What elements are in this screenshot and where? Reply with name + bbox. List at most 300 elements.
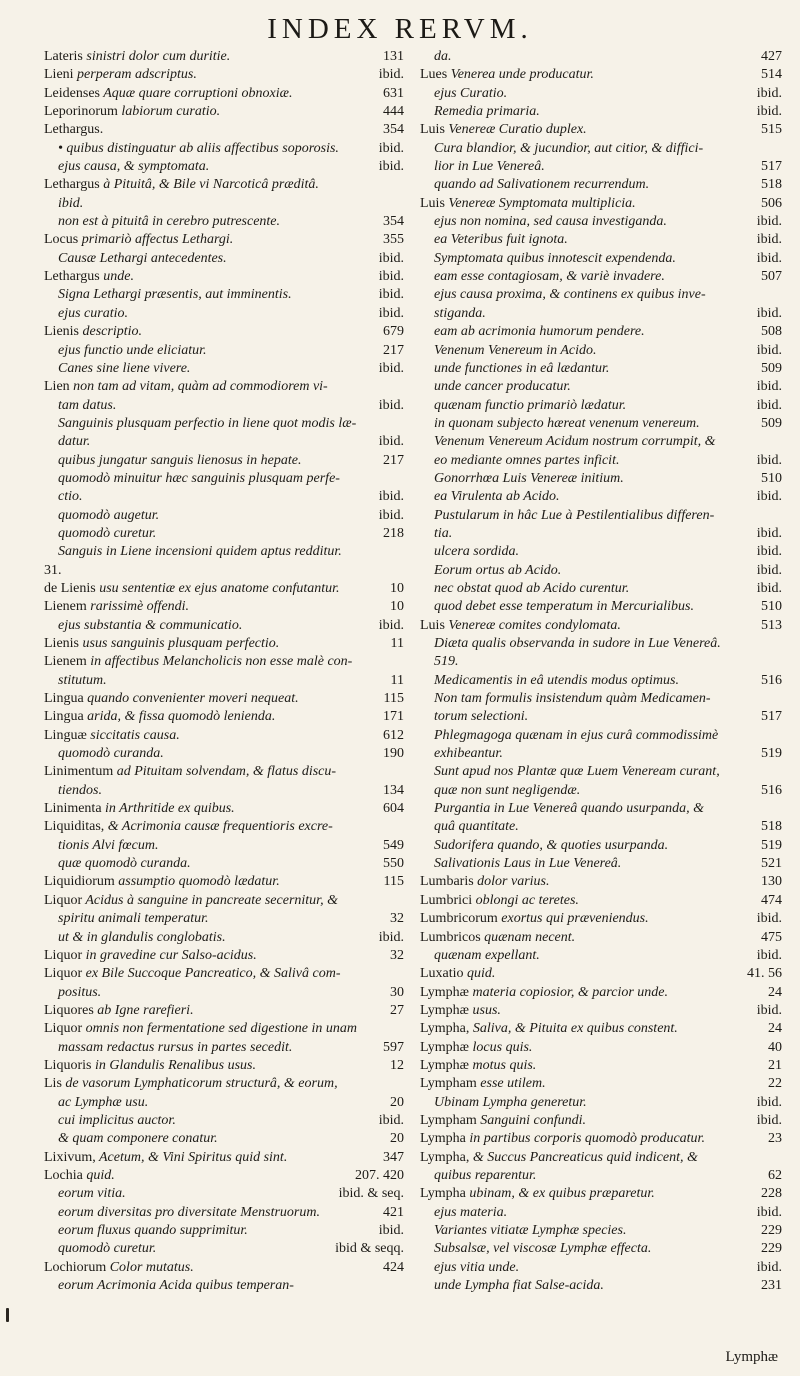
entry-text	[420, 636, 721, 651]
index-entry	[44, 1130, 404, 1148]
entry-text	[420, 104, 540, 119]
index-entry	[420, 48, 782, 66]
margin-mark	[6, 1308, 9, 1322]
entry-headword: Lingua	[44, 709, 84, 725]
entry-headword: Lympha,	[420, 1149, 470, 1165]
entry-text	[420, 783, 580, 798]
entry-headword: Lumbrici	[420, 892, 473, 908]
entry-headword: Lateris	[44, 49, 83, 64]
entry-description: quænam expellant.	[434, 947, 540, 963]
entry-page: 10	[387, 598, 404, 616]
index-entry	[44, 85, 404, 103]
entry-description: ulcera sordida.	[434, 544, 520, 560]
entry-description: Diæta qualis observanda in sudore in Lue Venereâ.	[434, 636, 721, 651]
entry-description: Venereæ Symptomata multiplicia.	[444, 195, 636, 211]
entry-text	[420, 838, 668, 853]
entry-text	[420, 1241, 651, 1256]
entry-page: ibid.	[376, 488, 404, 506]
entry-description: locus quis.	[469, 1039, 533, 1055]
entry-headword: Liquor	[44, 947, 83, 963]
index-entry	[420, 66, 782, 84]
entry-page: 508	[758, 323, 782, 341]
index-entry	[420, 195, 782, 213]
entry-description: quæ non sunt negligendæ.	[434, 782, 581, 798]
entry-page: 513	[758, 617, 782, 635]
entry-text	[44, 874, 280, 889]
index-entry	[44, 1039, 404, 1057]
entry-text	[420, 930, 575, 945]
entry-text	[420, 1076, 546, 1091]
entry-description: ejus functio unde eliciatur.	[58, 342, 207, 358]
index-entry	[420, 158, 782, 176]
entry-text	[420, 434, 716, 449]
entry-description: usus.	[469, 1002, 501, 1018]
index-entry	[44, 653, 404, 671]
entry-description: Eorum ortus ab Acido.	[434, 562, 562, 578]
entry-text	[420, 1186, 655, 1201]
entry-text	[44, 654, 352, 669]
entry-page: 354	[380, 121, 404, 139]
entry-page: 32	[387, 910, 404, 928]
entry-page: 32	[387, 947, 404, 965]
index-entry	[420, 176, 782, 194]
entry-page: 134	[380, 782, 404, 800]
entry-headword: Leidenses	[44, 85, 100, 101]
entry-text	[420, 764, 720, 779]
index-entry	[44, 562, 404, 580]
entry-headword: Lien	[44, 379, 70, 395]
entry-description: ac Lymphæ usu.	[58, 1094, 149, 1110]
entry-description: ejus non nomina, sed causa investiganda.	[434, 214, 667, 230]
index-entry	[420, 415, 782, 433]
index-entry	[420, 1240, 782, 1258]
entry-description: & Acrimonia causæ frequentioris excre-	[104, 819, 333, 835]
index-entry	[44, 947, 404, 965]
entry-page: 549	[380, 837, 404, 855]
index-entry	[420, 525, 782, 543]
entry-headword: Lingua	[44, 691, 84, 707]
index-entry	[44, 250, 404, 268]
entry-page: 506	[758, 195, 782, 213]
entry-description: quâ quantitate.	[434, 819, 519, 835]
entry-description: rarissimè offendi.	[86, 599, 190, 615]
entry-description: ut & in glandulis conglobatis.	[58, 929, 226, 945]
index-entry	[44, 690, 404, 708]
entry-text	[420, 966, 495, 981]
entry-headword: de Lienis	[44, 580, 96, 596]
index-entry	[420, 140, 782, 158]
entry-text	[44, 691, 299, 706]
entry-page: ibid.	[376, 66, 404, 84]
entry-description: quid.	[463, 966, 496, 982]
entry-page: ibid. & seq.	[336, 1185, 404, 1203]
index-entry	[420, 818, 782, 836]
index-entry	[420, 837, 782, 855]
entry-page: 190	[380, 745, 404, 763]
entry-headword: Lumbaris	[420, 874, 474, 890]
entry-text	[420, 1278, 604, 1293]
entry-description: eam esse contagiosam, & variè invadere.	[434, 269, 665, 285]
entry-description: quænam necent.	[480, 929, 576, 945]
entry-description: tiendos.	[58, 782, 102, 798]
entry-page: 612	[380, 727, 404, 745]
entry-description: Acetum, & Vini Spiritus quid sint.	[95, 1149, 288, 1165]
entry-text	[44, 177, 319, 192]
index-entry	[420, 213, 782, 231]
entry-description: datur.	[58, 434, 91, 450]
entry-text	[420, 819, 519, 834]
entry-headword: Lumbricos	[420, 929, 481, 945]
entry-description: motus quis.	[469, 1057, 537, 1073]
entry-page: 115	[381, 690, 404, 708]
entry-text	[420, 599, 694, 614]
entry-page: ibid.	[754, 85, 782, 103]
entry-page: 475	[758, 929, 782, 947]
entry-text	[420, 1113, 586, 1128]
index-entry	[420, 635, 782, 653]
index-entry	[44, 1075, 404, 1093]
entry-text	[420, 214, 667, 229]
entry-text	[420, 673, 679, 688]
entry-description: Salivationis Laus in Lue Venereâ.	[434, 856, 622, 872]
entry-text	[44, 416, 356, 431]
entry-description: descriptio.	[79, 324, 142, 340]
index-entry	[420, 1057, 782, 1075]
entry-headword: 31.	[44, 562, 62, 578]
entry-text	[44, 251, 227, 266]
entry-description: & Succus Pancreaticus quid indicent, &	[469, 1149, 698, 1165]
entry-text	[44, 1003, 194, 1018]
index-entry	[420, 1130, 782, 1148]
index-entry	[44, 929, 404, 947]
entry-text	[44, 544, 342, 559]
index-entry	[420, 305, 782, 323]
entry-page: 12	[387, 1057, 404, 1075]
entry-text	[44, 1095, 148, 1110]
entry-headword: Lympha,	[420, 1021, 470, 1037]
entry-description: de vasorum Lymphaticorum structurâ, & eorum,	[61, 1076, 338, 1092]
entry-description: eo mediante omnes partes inficit.	[434, 452, 620, 468]
entry-headword: Liquoris	[44, 1057, 92, 1073]
entry-description: assumptio quomodò lædatur.	[114, 874, 280, 890]
entry-description: in Arthritide ex quibus.	[101, 801, 235, 817]
entry-page: 424	[380, 1259, 404, 1277]
index-entry	[44, 323, 404, 341]
index-entry	[44, 525, 404, 543]
index-entry	[44, 873, 404, 891]
entry-headword: Lymphæ	[420, 1002, 470, 1018]
entry-page: 515	[758, 121, 782, 139]
entry-text	[420, 1168, 536, 1183]
entry-page: 509	[758, 360, 782, 378]
entry-text	[44, 1223, 248, 1238]
entry-description: in partibus corporis quomodò producatur.	[465, 1131, 705, 1147]
entry-text	[44, 1260, 194, 1275]
index-entry	[44, 268, 404, 286]
entry-headword: Lumbricorum	[420, 911, 498, 927]
entry-text	[420, 1205, 507, 1220]
entry-text	[420, 746, 503, 761]
entry-text	[420, 196, 636, 211]
entry-text	[44, 1058, 256, 1073]
entry-page: 597	[380, 1039, 404, 1057]
entry-description: arida, & fissa quomodò lenienda.	[83, 709, 276, 725]
index-entry	[44, 470, 404, 488]
entry-description: quæ quomodò curanda.	[58, 856, 191, 872]
index-entry	[44, 1020, 404, 1038]
index-entry	[420, 1112, 782, 1130]
index-entry	[420, 984, 782, 1002]
entry-description: Signa Lethargi præsentis, aut imminentis.	[58, 287, 292, 303]
entry-description: quod debet esse temperatum in Mercurialibus.	[434, 599, 694, 615]
index-entry	[420, 1185, 782, 1203]
index-entry	[44, 342, 404, 360]
entry-page: ibid.	[376, 158, 404, 176]
entry-page: 41. 56	[744, 965, 782, 983]
entry-text	[420, 911, 649, 926]
entry-headword: Lues	[420, 67, 448, 83]
entry-text	[44, 1168, 115, 1183]
entry-description: primariò affectus Lethargi.	[78, 232, 234, 248]
entry-description: in gravedine cur Salso-acidus.	[82, 947, 257, 963]
index-entry	[44, 452, 404, 470]
entry-page: ibid.	[376, 250, 404, 268]
entry-description: Color mutatus.	[106, 1259, 194, 1275]
entry-page: 517	[758, 158, 782, 176]
entry-text	[420, 159, 545, 174]
entry-description: lior in Lue Venereâ.	[434, 159, 545, 175]
index-entry	[44, 360, 404, 378]
index-entry	[44, 1094, 404, 1112]
entry-text	[420, 691, 710, 706]
entry-description: nec obstat quod ab Acido curentur.	[434, 580, 630, 596]
entry-headword: Liquor	[44, 966, 83, 982]
entry-text	[44, 893, 338, 908]
entry-text	[44, 1150, 287, 1165]
entry-page: ibid.	[376, 507, 404, 525]
entry-headword: Linguæ	[44, 727, 87, 743]
entry-page: 131	[380, 48, 404, 66]
entry-description: & quam componere conatur.	[58, 1131, 218, 1147]
entry-page: ibid.	[376, 929, 404, 947]
entry-text	[420, 1131, 705, 1146]
entry-text	[44, 801, 235, 816]
entry-description: ibid.	[58, 195, 84, 211]
entry-description: eorum Acrimonia Acida quibus temperan-	[58, 1278, 294, 1294]
entry-description: à Pituitâ, & Bile vi Narcoticâ præditâ.	[99, 177, 319, 193]
entry-text	[420, 269, 665, 284]
entry-headword: Lymphæ	[420, 1057, 470, 1073]
entry-page: 518	[758, 176, 782, 194]
index-entry	[420, 121, 782, 139]
entry-description: positus.	[58, 984, 102, 1000]
entry-text	[44, 306, 128, 321]
entry-description: eorum fluxus quando supprimitur.	[58, 1223, 248, 1238]
entry-text	[420, 1003, 501, 1018]
entry-text	[44, 783, 102, 798]
entry-text	[420, 544, 519, 559]
entry-page: ibid.	[376, 433, 404, 451]
entry-text	[44, 1113, 176, 1128]
entry-page: 516	[758, 782, 782, 800]
entry-page: 507	[758, 268, 782, 286]
entry-description: Venereæ Curatio duplex.	[444, 122, 587, 138]
index-entry	[420, 85, 782, 103]
entry-headword: Lymphæ	[420, 1039, 470, 1055]
index-entry	[44, 1204, 404, 1222]
entry-text	[44, 508, 159, 523]
entry-page: ibid.	[754, 1002, 782, 1020]
entry-text	[44, 398, 116, 413]
left-column	[44, 48, 404, 1295]
index-entry	[44, 507, 404, 525]
entry-description: eorum diversitas pro diversitate Menstruorum.	[58, 1204, 320, 1220]
entry-description: 519.	[434, 654, 459, 670]
index-entry	[420, 562, 782, 580]
entry-description: ctio.	[58, 489, 83, 505]
entry-description: in Glandulis Renalibus usus.	[91, 1057, 256, 1073]
entry-text	[44, 1076, 338, 1091]
entry-text	[44, 287, 292, 302]
entry-description: ubinam, & ex quibus præparetur.	[465, 1186, 655, 1202]
index-entry	[420, 1075, 782, 1093]
index-entry	[420, 947, 782, 965]
entry-text	[44, 1205, 320, 1220]
entry-text	[420, 141, 703, 156]
entry-text	[44, 930, 226, 945]
entry-description: stitutum.	[58, 672, 107, 688]
index-entry	[44, 1222, 404, 1240]
entry-page: 604	[380, 800, 404, 818]
index-entry	[420, 433, 782, 451]
index-entry	[44, 433, 404, 451]
entry-text	[420, 49, 452, 64]
entry-page: 519	[758, 837, 782, 855]
entry-page: 207. 420	[352, 1167, 404, 1185]
entry-page: 550	[380, 855, 404, 873]
entry-description: ab Igne rarefieri.	[93, 1002, 194, 1018]
entry-description: Remedia primaria.	[434, 104, 540, 120]
entry-page: ibid.	[754, 103, 782, 121]
entry-text	[420, 1021, 678, 1036]
entry-page: ibid.	[754, 543, 782, 561]
entry-page: 514	[758, 66, 782, 84]
entry-description: Sunt apud nos Plantæ quæ Luem Veneream curant,	[434, 764, 720, 780]
entry-page: 518	[758, 818, 782, 836]
entry-description: eorum vitia.	[58, 1186, 126, 1202]
entry-text	[44, 1021, 357, 1036]
entry-headword: Leporinorum	[44, 104, 118, 120]
entry-page: 516	[758, 672, 782, 690]
entry-text	[420, 1040, 532, 1055]
index-entry	[44, 708, 404, 726]
entry-description: Acidus à sanguine in pancreate secernitur, &	[82, 892, 338, 908]
entry-page: ibid.	[376, 1112, 404, 1130]
entry-text	[44, 104, 220, 119]
entry-description: ejus causa proxima, & continens ex quibus inve-	[434, 287, 706, 303]
index-entry	[44, 140, 404, 158]
entry-description: quomodò curanda.	[58, 746, 164, 762]
index-entry	[44, 855, 404, 873]
index-entry	[420, 763, 782, 781]
index-entry	[420, 855, 782, 873]
entry-page: ibid.	[754, 378, 782, 396]
entry-description: Variantes vitiatæ Lymphæ species.	[434, 1223, 627, 1238]
entry-description: esse utilem.	[476, 1076, 546, 1092]
entry-text	[420, 654, 459, 669]
entry-page: 631	[380, 85, 404, 103]
index-entry	[420, 745, 782, 763]
index-entry	[44, 598, 404, 616]
entry-page: 20	[387, 1094, 404, 1112]
entry-page: 218	[380, 525, 404, 543]
entry-page: ibid.	[376, 305, 404, 323]
entry-description: quænam functio primariò lædatur.	[434, 397, 627, 413]
entry-text	[420, 1095, 587, 1110]
index-entry	[420, 1002, 782, 1020]
entry-page: 217	[380, 342, 404, 360]
entry-headword: Lis	[44, 1076, 62, 1092]
entry-text	[44, 563, 62, 578]
entry-text	[44, 966, 341, 981]
entry-text	[44, 636, 279, 651]
entry-page: 421	[380, 1204, 404, 1222]
index-entry	[44, 745, 404, 763]
entry-text	[420, 67, 594, 82]
index-entry	[420, 617, 782, 635]
entry-page: 521	[758, 855, 782, 873]
index-entry	[44, 286, 404, 304]
entry-description: Ubinam Lympha generetur.	[434, 1094, 587, 1110]
entry-description: da.	[434, 49, 452, 64]
entry-description: Sanguini confundi.	[476, 1112, 587, 1128]
index-entry	[420, 965, 782, 983]
entry-page: 444	[380, 103, 404, 121]
entry-description: Causæ Lethargi antecedentes.	[58, 250, 227, 266]
entry-headword: Lympham	[420, 1112, 477, 1128]
entry-description: Venereæ comites condylomata.	[444, 617, 621, 633]
index-entry	[44, 158, 404, 176]
entry-description: oblongi ac teretes.	[472, 892, 579, 908]
entry-text	[420, 709, 528, 724]
entry-text	[420, 361, 609, 376]
entry-text	[420, 86, 507, 101]
entry-description: ea Veteribus fuit ignota.	[434, 232, 568, 248]
index-entry	[44, 1277, 404, 1295]
index-entry	[44, 103, 404, 121]
entry-page: 115	[381, 873, 404, 891]
entry-description: tia.	[434, 525, 453, 541]
entry-text	[420, 343, 597, 358]
entry-headword: Lochia	[44, 1167, 83, 1183]
index-entry	[420, 910, 782, 928]
entry-text	[420, 728, 718, 743]
entry-headword: Liquor	[44, 892, 83, 908]
entry-page: 20	[387, 1130, 404, 1148]
entry-text	[44, 618, 242, 633]
index-entry	[420, 250, 782, 268]
entry-text	[420, 1058, 536, 1073]
index-entry	[420, 1039, 782, 1057]
entry-page: ibid.	[754, 910, 782, 928]
entry-page: 231	[758, 1277, 782, 1295]
entry-description: unde functiones in eâ lædantur.	[434, 360, 610, 376]
entry-text	[44, 1241, 156, 1256]
index-entry	[420, 342, 782, 360]
index-entry	[420, 360, 782, 378]
index-entry	[420, 543, 782, 561]
index-entry	[44, 213, 404, 231]
